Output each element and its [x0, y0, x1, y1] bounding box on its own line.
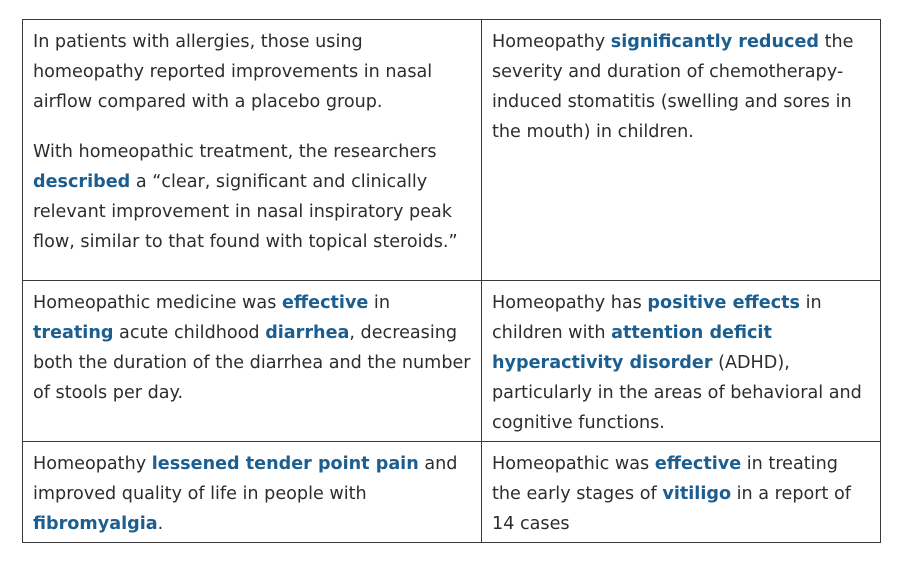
- paragraph: [33, 449, 471, 539]
- text: Homeopathic medicine was: [33, 293, 282, 313]
- text: In patients with allergies, those using homeopathy reported improvements in nasal airflow compared with a placebo group.: [33, 32, 433, 112]
- text: , decreasing both the duration of the diarrhea and the number of stools per day.: [33, 323, 471, 403]
- text: .: [157, 514, 164, 534]
- text: and improved quality of life in people with: [33, 454, 458, 504]
- text: in children with: [492, 293, 822, 343]
- research-findings-table: [22, 19, 881, 543]
- link-diarrhea[interactable]: diarrhea: [265, 323, 350, 343]
- link-treating[interactable]: treating: [33, 323, 114, 343]
- paragraph: [33, 27, 471, 117]
- link-described[interactable]: described: [33, 172, 131, 192]
- text: acute childhood: [113, 323, 266, 343]
- paragraph: [492, 27, 870, 147]
- cell-allergies: [23, 20, 482, 281]
- paragraph: [33, 288, 471, 408]
- link-effective[interactable]: effective: [654, 454, 742, 474]
- link-positive-effects[interactable]: positive effects: [647, 293, 801, 313]
- cell-fibromyalgia: [23, 442, 482, 542]
- cell-diarrhea: [23, 281, 482, 442]
- text: in a report of 14 cases: [492, 484, 851, 534]
- text: in: [368, 293, 390, 313]
- link-significantly-reduced[interactable]: significantly reduced: [610, 32, 819, 52]
- link-adhd[interactable]: attention deficit hyperactivity disorder: [492, 323, 772, 373]
- text: Homeopathy has: [492, 293, 648, 313]
- text: (ADHD), particularly in the areas of behavioral and cognitive functions.: [492, 353, 862, 433]
- cell-vitiligo: [482, 442, 880, 542]
- paragraph: [33, 137, 471, 257]
- link-vitiligo[interactable]: vitiligo: [662, 484, 732, 504]
- text: in treating the early stages of: [492, 454, 838, 504]
- text: Homeopathic was: [492, 454, 655, 474]
- paragraph: [492, 449, 870, 539]
- text: With homeopathic treatment, the researchers: [33, 142, 437, 162]
- text: Homeopathy: [492, 32, 611, 52]
- text: the severity and duration of chemotherapy-induced stomatitis (swelling and sores in the mouth) in children.: [492, 32, 854, 142]
- link-effective[interactable]: effective: [281, 293, 369, 313]
- paragraph: [492, 288, 870, 438]
- text: Homeopathy: [33, 454, 152, 474]
- cell-stomatitis: [482, 20, 880, 281]
- cell-adhd: [482, 281, 880, 442]
- link-fibromyalgia[interactable]: fibromyalgia: [33, 514, 158, 534]
- text: a “clear, significant and clinically relevant improvement in nasal inspiratory peak flow, similar to that found with topical steroids.”: [33, 172, 458, 252]
- link-lessened-tender-point-pain[interactable]: lessened tender point pain: [151, 454, 419, 474]
